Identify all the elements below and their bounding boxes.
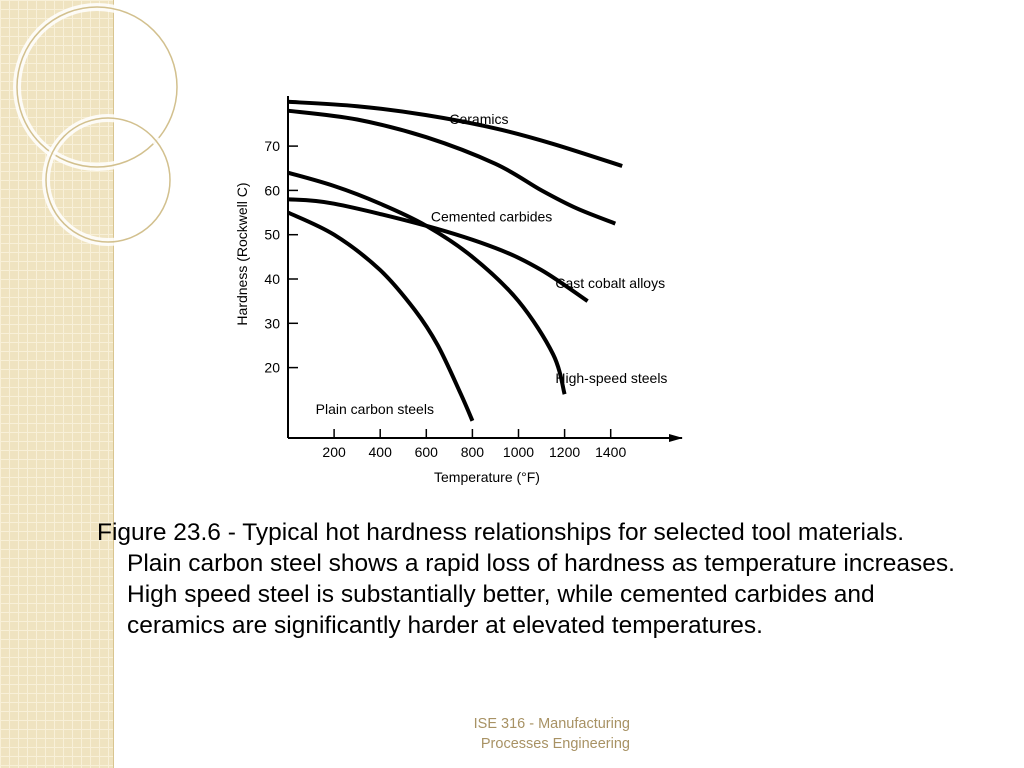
x-tick-label-1200: 1200 (549, 444, 581, 460)
series-label-cast-cobalt-alloys: Cast cobalt alloys (555, 274, 666, 291)
x-tick-label-400: 400 (368, 444, 392, 460)
series-label-ceramics: Ceramics (449, 110, 509, 127)
series-label-high-speed-steels: High-speed steels (555, 370, 668, 387)
series-labels (316, 111, 668, 417)
footer-line-2: Processes Engineering (480, 736, 630, 752)
y-tick-label-70: 70 (264, 138, 280, 155)
y-tick-label-40: 40 (264, 271, 280, 287)
y-axis-label: Hardness (Rockwell C) (234, 182, 250, 326)
series-line-cemented-carbides (288, 111, 615, 224)
series-label-plain-carbon-steels: Plain carbon steels (315, 401, 434, 418)
x-tick-label-600: 600 (414, 444, 438, 460)
x-tick-label-1000: 1000 (502, 444, 535, 460)
footer-line-1: ISE 316 - Manufacturing (473, 716, 630, 732)
series-label-cemented-carbides: Cemented carbides (430, 208, 553, 225)
x-tick-label-1400: 1400 (595, 444, 627, 460)
slide-footer (420, 714, 630, 754)
y-tick-label-50: 50 (264, 226, 280, 243)
y-tick-label-20: 20 (264, 359, 280, 376)
figure-caption: Figure 23.6 - Typical hot hardness relationships for selected tool materials. Plain carbon steel shows a rapid loss of hardness as temperature increases. High speed steel is substantially better, while cemented carbides and ceramics are significantly harder at elevated temperatures. (97, 519, 955, 639)
x-axis-label: Temperature (°F) (434, 469, 540, 485)
y-tick-label-60: 60 (264, 182, 280, 199)
series-line-high-speed-steels (288, 173, 565, 395)
x-tick-label-200: 200 (322, 444, 346, 460)
x-ticks (322, 429, 626, 460)
y-tick-label-30: 30 (264, 315, 280, 332)
series-line-plain-carbon-steels (288, 213, 472, 421)
x-tick-label-800: 800 (460, 444, 485, 460)
